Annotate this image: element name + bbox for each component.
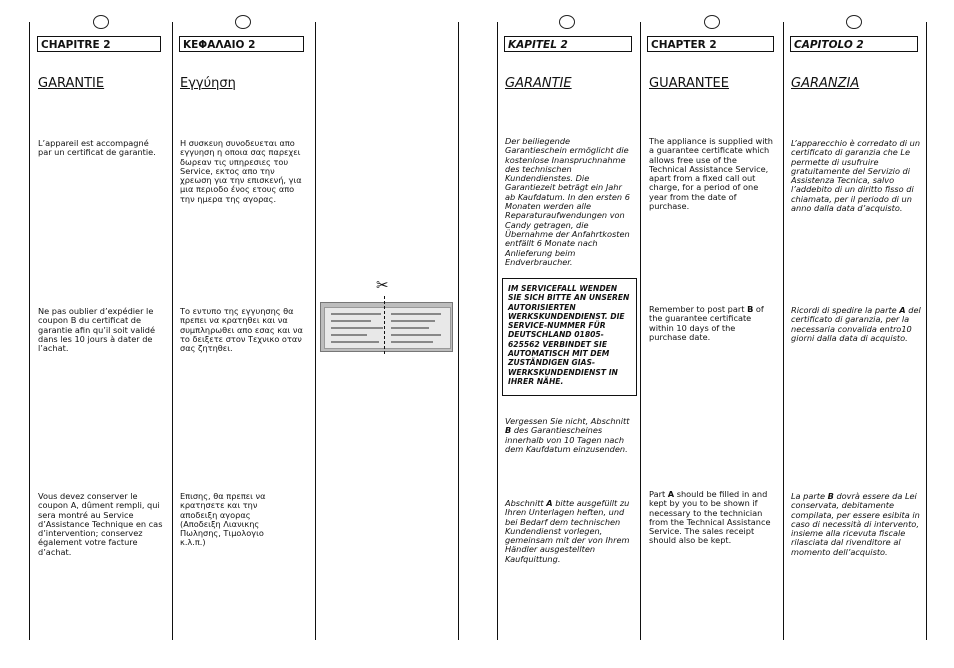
- column-divider: [497, 22, 498, 640]
- paragraph-en-1: The appliance is supplied with a guarantee certificate which allows free use of the Technical Assistance Service, apart from a fixed call out charge, for a period of one year from the date of purchase.: [649, 136, 773, 212]
- column-divider: [458, 22, 459, 640]
- chapter-header-fr: CHAPITRE 2: [37, 36, 161, 52]
- language-flag-icon: [93, 15, 109, 29]
- column-divider: [783, 22, 784, 640]
- language-flag-icon: [846, 15, 862, 29]
- cut-line: [384, 296, 385, 354]
- language-flag-icon: [704, 15, 720, 29]
- column-divider: [640, 22, 641, 640]
- paragraph-de-2: Vergessen Sie nicht, Abschnitt B des Garantiescheines innerhalb von 10 Tagen nach dem Kaufdatum einzusenden.: [505, 416, 630, 454]
- paragraph-fr-1: L’appareil est accompagné par un certificat de garantie.: [38, 138, 156, 158]
- column-divider: [172, 22, 173, 640]
- paragraph-gr-3: Επισης, θα πρεπει να κρατησετε και την αποδειξη αγορας (Αποδειξη Λιανικης Πωλησης, Τιμολογιο κ.λ.π.): [180, 491, 266, 548]
- paragraph-it-3: La parte B dovrà essere da Lei conservata, debitamente compilata, per essere esibita in caso di necessità di intervento, insieme alla ricevuta fiscale rilasciata dal rivenditore al momento dell’acquisto.: [791, 491, 920, 557]
- chapter-header-de: KAPITEL 2: [504, 36, 632, 52]
- paragraph-de-1: Der beiliegende Garantieschein ermöglicht die kostenlose Inanspruchnahme des technischen Kundendienstes. Die Garantiezeit beträgt ein Jahr ab Kaufdatum. In den ersten 6 Monaten werden alle Reparaturaufwendungen von Candy getragen, die Übernahme der Anfahrtkosten entfällt 6 Monate nach Anlieferung beim Endverbraucher.: [505, 136, 630, 267]
- paragraph-it-2: Ricordi di spedire la parte A del certificato di garanzia, per la necessaria convalida entro10 giorni dalla data di acquisto.: [791, 305, 921, 343]
- paragraph-en-3: Part A should be filled in and kept by you to be shown if necessary to the technician from the Technical Assistance Service. The sales receipt should also be kept.: [649, 489, 771, 546]
- paragraph-en-2: Remember to post part B of the guarantee certificate within 10 days of the purchase date.: [649, 304, 764, 342]
- column-divider: [926, 22, 927, 640]
- section-title-de: GARANTIE: [505, 76, 572, 91]
- section-title-en: GUARANTEE: [649, 76, 729, 91]
- paragraph-de-3: Abschnitt A bitte ausgefüllt zu Ihren Unterlagen heften, und bei Bedarf dem technischen Kundendienst vorlegen, gemeinsam mit der von Ihrem Händler ausgestellten Kaufquittung.: [505, 498, 630, 564]
- section-title-it: GARANZIA: [791, 76, 860, 91]
- section-title-fr: GARANTIE: [38, 76, 105, 91]
- paragraph-fr-2: Ne pas oublier d’expédier le coupon B du certificat de garantie afin qu’il soit validé dans les 10 jours à dater de l’achat.: [38, 306, 156, 354]
- paragraph-it-1: L’apparecchio è corredato di un certificato di garanzia che Le permette di usufruire gratuitamente del Servizio di Assistenza Tecnica, salvo l’addebito di un diritto fisso di chiamata, per il periodo di un anno dalla data d’acquisto.: [791, 138, 921, 214]
- service-notice-box: IM SERVICEFALL WENDEN SIE SICH BITTE AN UNSEREN AUTORISIERTEN WERKSKUNDENDIENST. DIE SERVICE-NUMMER FÜR DEUTSCHLAND 01805-625562 VERBINDET SIE AUTOMATISCH MIT DEM ZUSTÄNDIGEN GIAS-WERKSKUNDENDIENST IN IHRER NÄHE.: [502, 278, 637, 396]
- chapter-header-gr: ΚΕΦΑΛΑΙΟ 2: [179, 36, 304, 52]
- language-flag-icon: [235, 15, 251, 29]
- paragraph-gr-1: Η συσκευη συνοδευεται απο εγγυηση η οποια σας παρεχει δωρεαν τις υπηρεσιες του Service, εκτος απο την χρεωση για την επισκενή, για μια περιοδο ένος ετους απο την ημερα της αγορας.: [180, 138, 302, 204]
- chapter-header-it: CAPITOLO 2: [790, 36, 918, 52]
- paragraph-gr-2: Το εντυπο της εγγυησης θα πρεπει να κρατηθει και να συμπληρωθει απο εσας και να το δειξετε στον Τεχνικο οταν σας ζητηθει.: [180, 306, 303, 354]
- chapter-header-en: CHAPTER 2: [647, 36, 774, 52]
- language-flag-icon: [559, 15, 575, 29]
- paragraph-fr-3: Vous devez conserver le coupon A, dûment rempli, qui sera montré au Service d’Assistance Technique en cas d’intervention; conservez également votre facture d’achat.: [38, 491, 163, 557]
- column-divider: [29, 22, 30, 640]
- scissors-icon: ✂: [376, 276, 389, 294]
- section-title-gr: Εγγύηση: [180, 76, 236, 91]
- guarantee-coupon-image: [320, 302, 453, 352]
- column-divider: [315, 22, 316, 640]
